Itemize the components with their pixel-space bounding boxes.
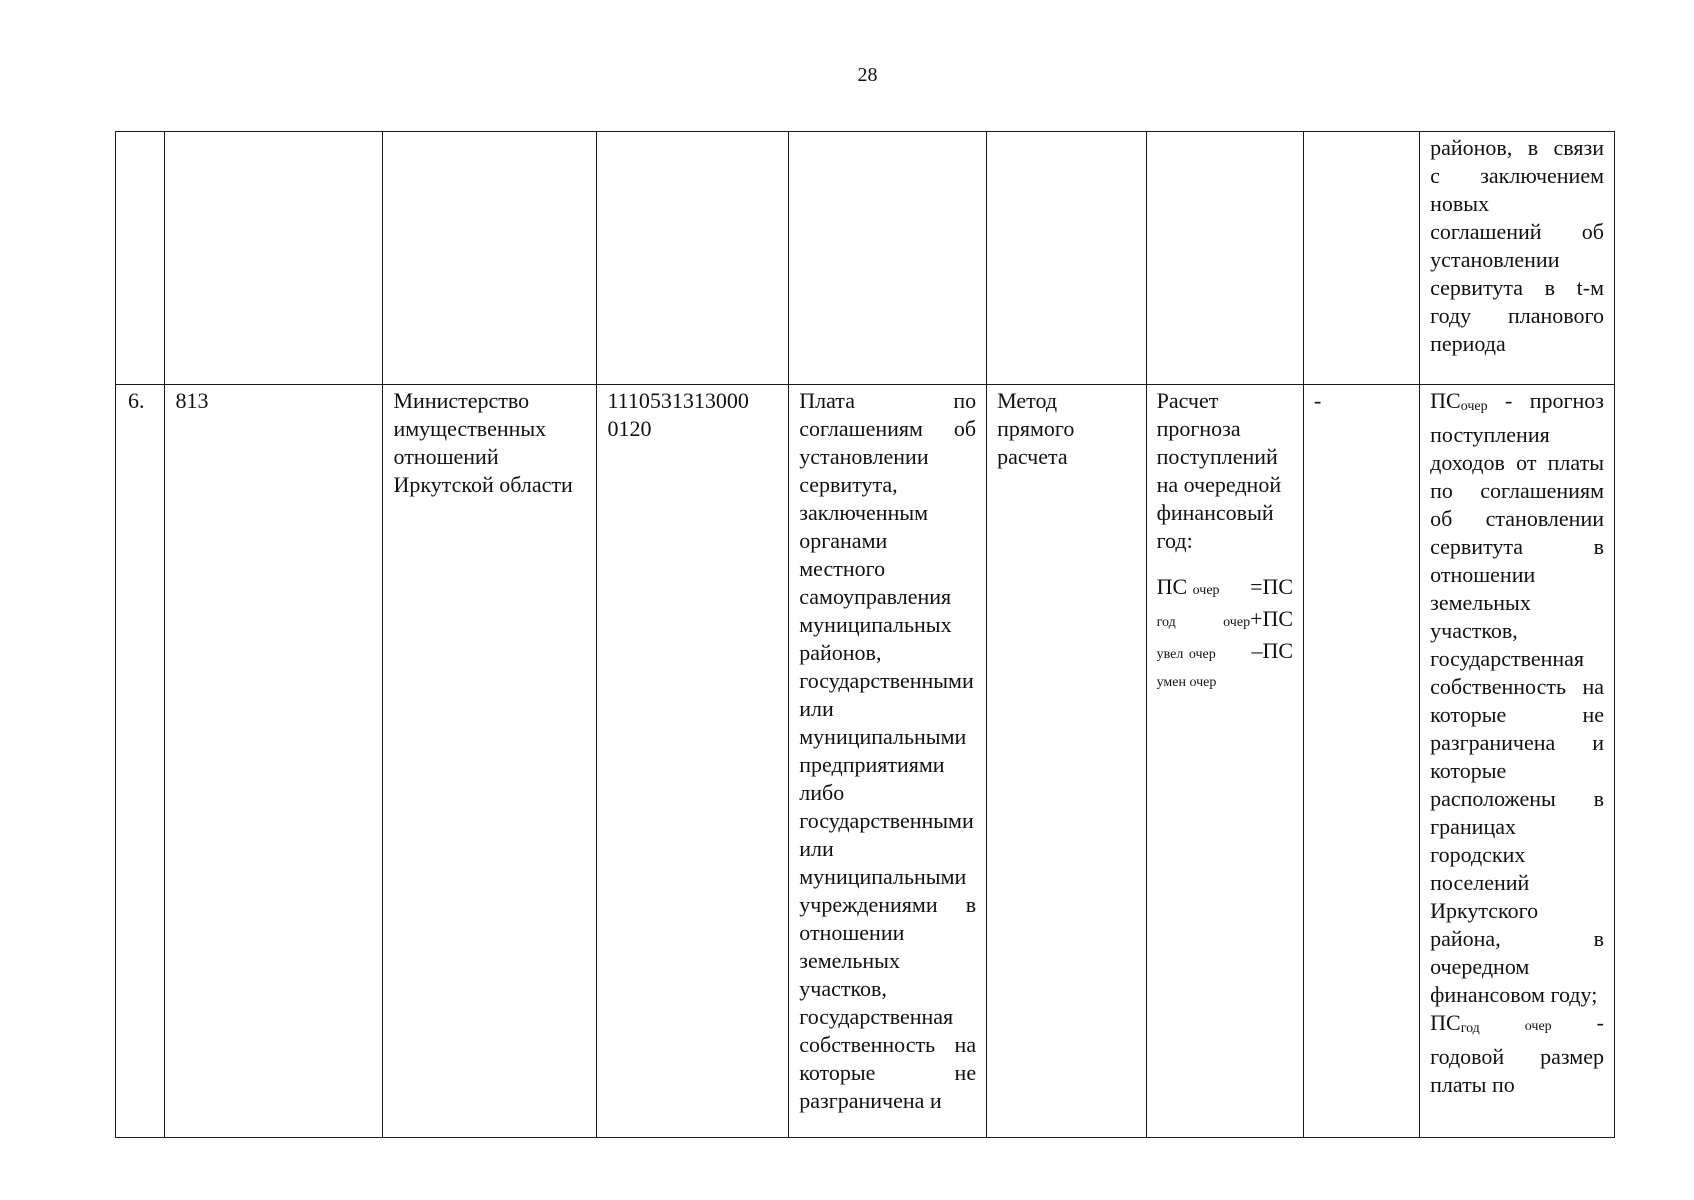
symbol-ps: ПС bbox=[1430, 388, 1461, 413]
admin-name: Министерство имущественных отношений Иркутской области bbox=[383, 385, 597, 1138]
symbol-subscript: очер bbox=[1460, 399, 1488, 414]
income-forecast-table bbox=[115, 131, 1615, 1138]
formula-term: ПС bbox=[1156, 574, 1188, 599]
symbol-ps: ПС bbox=[1430, 1010, 1461, 1035]
formula-subscript: умен очер bbox=[1156, 675, 1217, 690]
formula-term: –ПС bbox=[1251, 638, 1294, 663]
table-row-6 bbox=[116, 385, 1615, 1138]
symbol-line: ПСгод очер - bbox=[1430, 1009, 1604, 1043]
symbol-subscript: очер bbox=[1524, 1019, 1552, 1034]
cell-empty bbox=[789, 132, 987, 385]
calculation-text: Расчет прогноза поступлений на очередной финансовый год: bbox=[1156, 388, 1282, 553]
formula-subscript: увел bbox=[1156, 647, 1184, 662]
cell-empty bbox=[987, 132, 1146, 385]
cell-empty bbox=[1304, 132, 1420, 385]
text-line: установлении bbox=[1430, 247, 1560, 272]
table-row-continued bbox=[116, 132, 1615, 385]
cell-empty bbox=[116, 132, 165, 385]
cell-empty bbox=[383, 132, 597, 385]
cell-empty bbox=[165, 132, 383, 385]
formula-subscript: год bbox=[1156, 615, 1176, 630]
text-line: сервитута в t-м bbox=[1430, 275, 1604, 300]
text-line: году планового bbox=[1430, 303, 1604, 328]
text-line: периода bbox=[1430, 331, 1506, 356]
cell-empty bbox=[597, 132, 789, 385]
text-line: районов, в связи bbox=[1430, 135, 1604, 160]
description-text: годовой размер платы по bbox=[1430, 1044, 1604, 1097]
formula-line bbox=[1157, 605, 1293, 637]
text-line: новых bbox=[1430, 191, 1490, 216]
admin-code: 813 bbox=[165, 385, 383, 1138]
formula-line bbox=[1157, 669, 1293, 697]
symbol-subscript: год bbox=[1460, 1021, 1480, 1036]
budget-code-line: 1110531313000 bbox=[607, 388, 749, 413]
formula-line bbox=[1157, 573, 1293, 605]
forecast-formula bbox=[1157, 573, 1293, 697]
cell-continued-description bbox=[1420, 132, 1615, 385]
col8-value: - bbox=[1304, 385, 1420, 1138]
formula-line bbox=[1157, 637, 1293, 669]
income-name: Плата по соглашениям об установлении сервитута, заключенным органами местного самоуправления муниципальных районов, государственными или муниципальными предприятиями либо государственными или муниципальными учреждениями в отношении земельных участков, государственная собственность на которые не разграничена и bbox=[789, 385, 987, 1138]
formula-subscript: очер bbox=[1188, 647, 1216, 662]
formula-subscript: очер bbox=[1223, 615, 1251, 630]
formula-subscript: очер bbox=[1192, 583, 1220, 598]
budget-code-line: 0120 bbox=[607, 416, 652, 441]
text-line: с заключением bbox=[1430, 163, 1604, 188]
budget-code bbox=[597, 385, 789, 1138]
calculation-cell bbox=[1146, 385, 1303, 1138]
description-text: - прогноз поступления доходов от платы по соглашениям об становлении сервитута в отношении земельных участков, государственная собственность на которые не разграничена и которые расположены в границах городских поселений Иркутского района, в очередном финансовом году; bbox=[1430, 388, 1604, 1007]
cell-empty bbox=[1146, 132, 1303, 385]
formula-term: +ПС bbox=[1250, 606, 1294, 631]
row-number: 6. bbox=[116, 385, 165, 1138]
formula-description bbox=[1420, 385, 1615, 1138]
forecast-method: Метод прямого расчета bbox=[987, 385, 1146, 1138]
page-number: 28 bbox=[857, 64, 878, 86]
formula-term: =ПС bbox=[1250, 574, 1294, 599]
text-line: соглашений об bbox=[1430, 219, 1604, 244]
